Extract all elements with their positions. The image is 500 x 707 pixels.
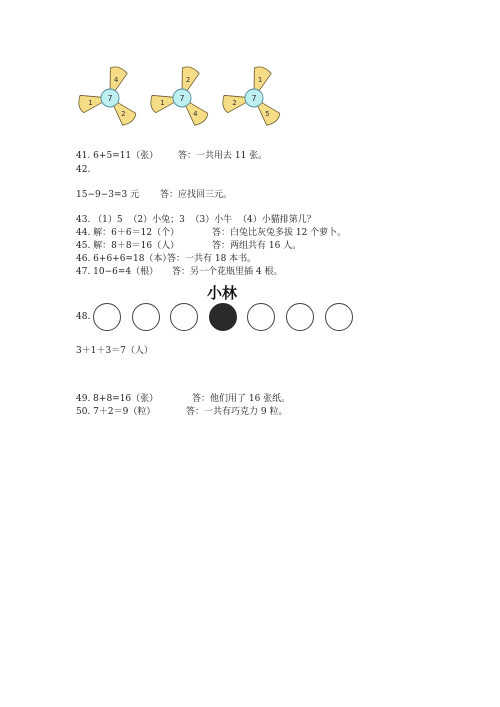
pinwheel-petal-label: 2	[185, 75, 191, 84]
answer-49-statement: 答：他们用了 16 张纸。	[192, 394, 291, 404]
pinwheel-center-label: 7	[179, 94, 185, 103]
pinwheel-petal-label: 1	[257, 75, 263, 84]
answer-46-statement: 答：一共有 18 本书。	[167, 254, 257, 264]
answer-44-equation: 44. 解：6＋6＝12（个）	[76, 228, 180, 238]
answer-43: 43. （1）5 （2）小兔；3 （3）小牛 （4）小猫排第几？	[76, 215, 316, 225]
pinwheel-petal-label: 1	[160, 99, 165, 108]
pinwheel-petal-label: 1	[88, 99, 93, 108]
pinwheel	[223, 67, 280, 125]
queue-circle	[247, 303, 275, 331]
answer-41-equation: 41. 6+5=11（张）	[76, 151, 159, 161]
pinwheel	[151, 67, 208, 125]
answer-49-equation: 49. 8+8=16（张）	[76, 394, 159, 404]
pinwheel-figures	[74, 60, 284, 130]
answer-50-statement: 答：一共有巧克力 9 粒。	[186, 407, 288, 417]
answer-45-equation: 45. 解：8＋8＝16（人）	[76, 241, 180, 251]
queue-circle	[286, 303, 314, 331]
answer-45-statement: 答：两组共有 16 人。	[212, 241, 302, 251]
pinwheel-center-label: 7	[107, 94, 113, 103]
queue-circle	[325, 303, 353, 331]
pinwheel-petal-label: 4	[113, 75, 119, 84]
pinwheel-petal-label: 4	[193, 109, 198, 118]
answer-44-statement: 答：白兔比灰兔多拔 12 个萝卜。	[212, 228, 347, 238]
queue-circle	[132, 303, 160, 331]
queue-circle	[170, 303, 198, 331]
answer-47-equation: 47. 10−6=4（根）	[76, 267, 159, 277]
answer-47-statement: 答：另一个花瓶里插 4 根。	[172, 267, 283, 277]
answer-50-equation: 50. 7＋2＝9（粒）	[76, 407, 156, 417]
pinwheel	[79, 67, 136, 125]
answer-48-equation: 3＋1＋3＝7（人）	[76, 346, 153, 356]
pinwheel-petal	[110, 67, 127, 92]
answer-42-number: 42.	[76, 165, 91, 175]
queue-circle	[93, 303, 121, 331]
queue-name-label: 小林	[207, 284, 238, 302]
pinwheel-petal-label: 2	[121, 109, 126, 118]
pinwheel-petal-label: 5	[265, 109, 270, 118]
pinwheel-petal	[254, 67, 271, 92]
answer-42-statement: 答：应找回三元。	[160, 190, 233, 200]
pinwheel-center-label: 7	[251, 94, 257, 103]
pinwheel-petal-label: 2	[232, 99, 237, 108]
answer-41-statement: 答：一共用去 11 张。	[178, 151, 268, 161]
answer-48-number: 48.	[76, 312, 91, 322]
pinwheel-petal	[182, 67, 199, 92]
answer-46-equation: 46. 6+6+6=18（本）	[76, 254, 172, 264]
answer-42-equation: 15−9−3=3 元	[76, 190, 140, 200]
queue-circle-xiaolin	[209, 303, 237, 331]
